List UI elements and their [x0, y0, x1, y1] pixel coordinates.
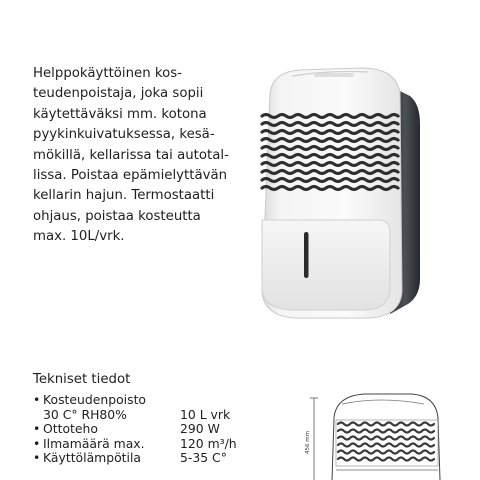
intro-line: kellarin hajun. Termostaatti — [33, 188, 215, 204]
bullet: • — [33, 450, 41, 466]
spec-value: 120 m³/h — [180, 435, 237, 451]
intro-line: ohjaus, poistaa kosteutta — [33, 208, 201, 224]
spec-label: Ottoteho — [43, 421, 98, 437]
intro-line: mökillä, kellarissa tai autotal- — [33, 147, 229, 163]
list-item — [33, 408, 313, 423]
bullet: • — [33, 421, 41, 437]
intro-line: käytettäväksi mm. kotona — [33, 106, 207, 122]
spec-value: 5-35 C° — [180, 450, 227, 466]
specs-list — [33, 393, 313, 466]
spec-value: 290 W — [180, 421, 220, 437]
bullet: • — [33, 392, 41, 407]
list-item — [33, 393, 313, 408]
dehumidifier-product-image — [250, 64, 425, 324]
intro-line: teudenpoistaja, joka sopii — [33, 86, 204, 102]
specs-title: Tekniset tiedot — [33, 372, 131, 387]
spec-label: Kosteudenpoisto — [43, 392, 147, 407]
dimension-drawing — [300, 378, 460, 480]
intro-line: lissa. Poistaa epämielyttävän — [33, 168, 228, 184]
intro-line: pyykinkuivatuksessa, kesä- — [33, 127, 215, 143]
spec-label: Ilmamäärä max. — [43, 435, 145, 451]
dimension-label: 456 mm — [305, 431, 311, 454]
spec-label: Käyttölämpötila — [43, 450, 142, 466]
list-item — [33, 437, 313, 452]
spec-value: 10 L vrk — [180, 406, 231, 422]
intro-line: max. 10L/vrk. — [33, 229, 125, 245]
intro-line: Helppokäyttöinen kos- — [33, 66, 182, 81]
list-item — [33, 422, 313, 437]
bullet: • — [33, 435, 41, 451]
list-item — [33, 451, 313, 466]
spec-label: 30 C° RH80% — [43, 406, 127, 422]
intro-text — [33, 64, 258, 248]
